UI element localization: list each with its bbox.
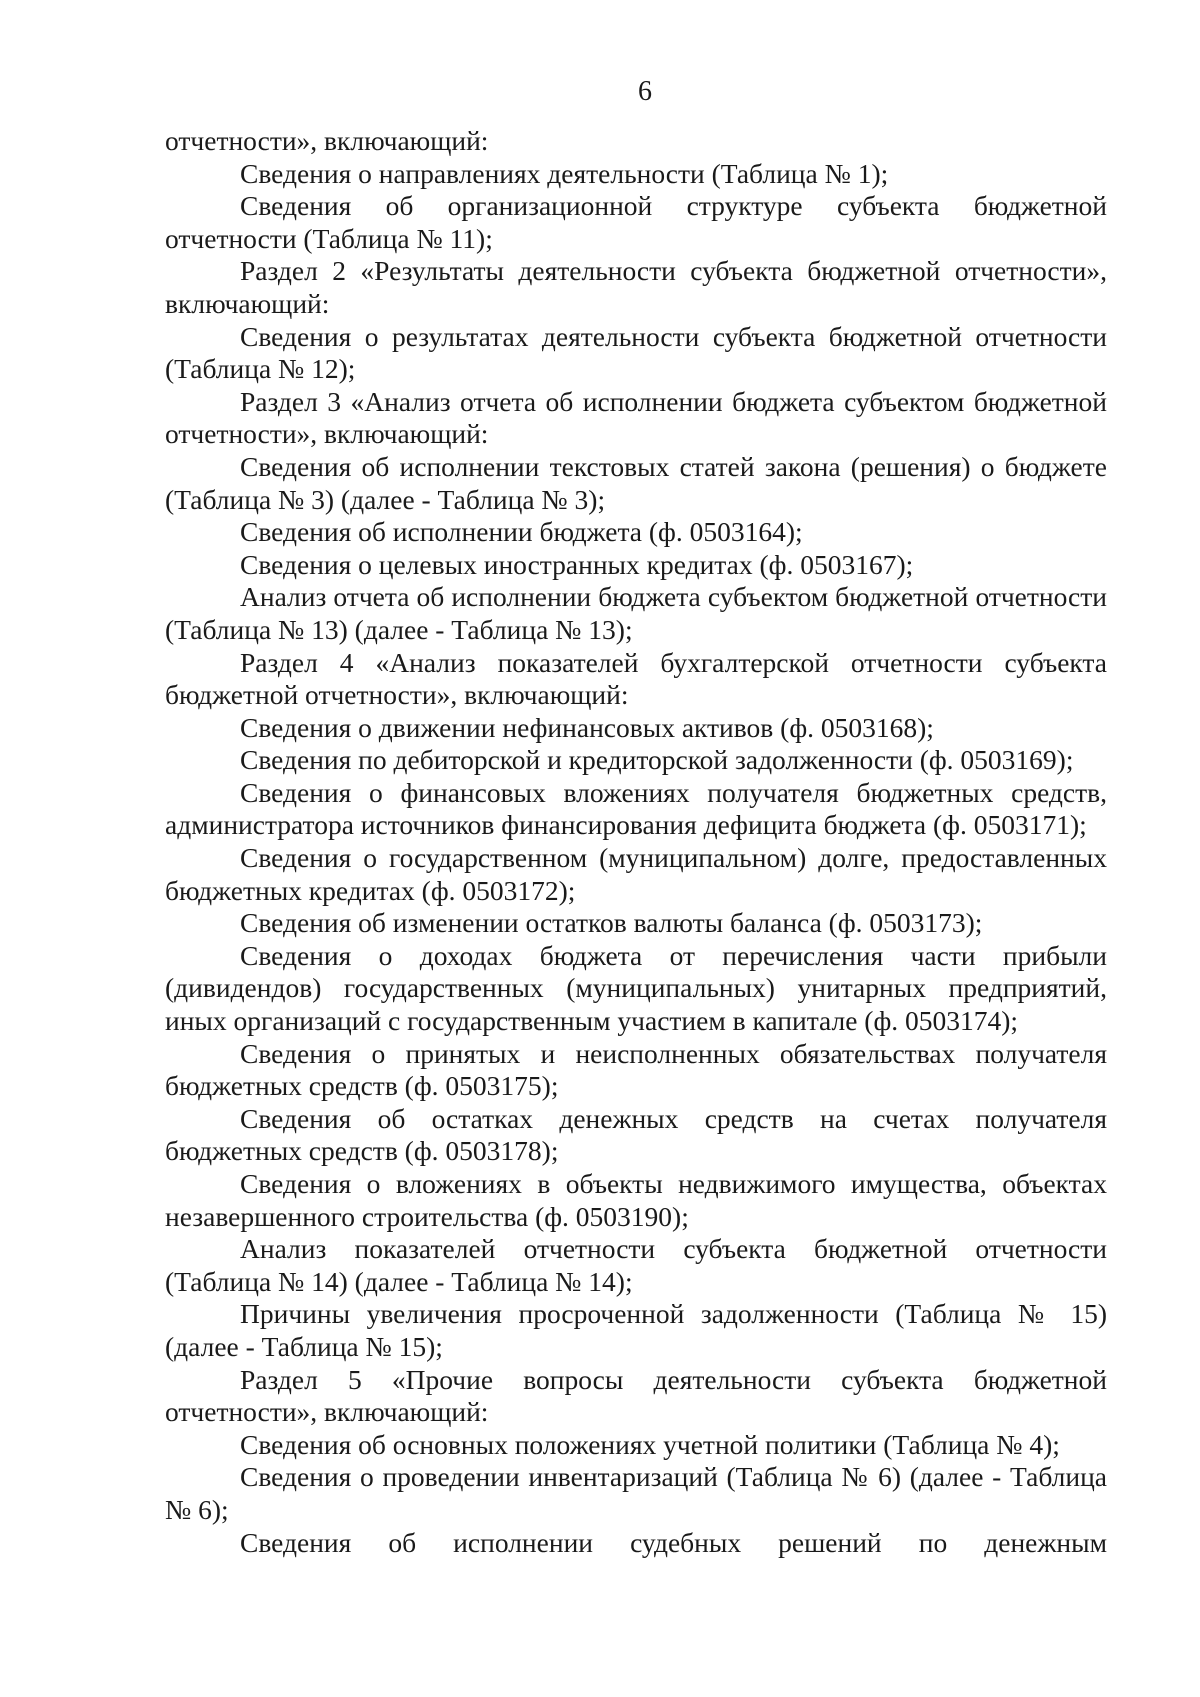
paragraph: Сведения об исполнении бюджета (ф. 0503164); (240, 516, 803, 548)
paragraph: Сведения о проведении инвентаризаций (Таблица № 6) (далее - Таблица № 6); (165, 1461, 1107, 1525)
paragraph: Сведения о финансовых вложениях получателя бюджетных средств, администратора источников финансирования дефицита бюджета (ф. 0503171); (165, 776, 1107, 841)
paragraph: Сведения о движении нефинансовых активов (ф. 0503168); (240, 711, 934, 743)
paragraph: Сведения об организационной структуре субъекта бюджетной отчетности (Таблица № 11); (165, 190, 1107, 254)
paragraph: Анализ показателей отчетности субъекта бюджетной отчетности (Таблица № 14) (далее - Таблица № 14); (165, 1233, 1107, 1297)
paragraph: Сведения о целевых иностранных кредитах (ф. 0503167); (240, 548, 914, 580)
paragraph: Сведения о направлениях деятельности (Таблица № 1); (240, 157, 889, 189)
paragraph: Сведения о вложениях в объекты недвижимого имущества, объектах незавершенного строительства (ф. 0503190); (165, 1168, 1107, 1232)
paragraph: Сведения о принятых и неисполненных обязательствах получателя бюджетных средств (ф. 0503175); (165, 1037, 1107, 1102)
paragraph: Сведения об исполнении судебных решений по денежным (240, 1526, 1107, 1558)
paragraph: Раздел 4 «Анализ показателей бухгалтерской отчетности субъекта бюджетной отчетности», включающий: (165, 646, 1107, 711)
paragraph: Сведения об основных положениях учетной политики (Таблица № 4); (240, 1428, 1060, 1460)
paragraph: Раздел 5 «Прочие вопросы деятельности субъекта бюджетной отчетности», включающий: (165, 1363, 1107, 1428)
paragraph: Сведения об исполнении текстовых статей закона (решения) о бюджете (Таблица № 3) (далее - Таблица № 3); (165, 450, 1107, 515)
paragraph: Раздел 2 «Результаты деятельности субъекта бюджетной отчетности», включающий: (165, 255, 1107, 319)
paragraph: Сведения о результатах деятельности субъекта бюджетной отчетности (Таблица № 12); (165, 320, 1107, 385)
paragraph: Сведения о доходах бюджета от перечисления части прибыли (дивидендов) государственных (муниципальных) унитарных предприятий, иных организаций с государственным участием в капитале (ф. 0503174); (165, 939, 1107, 1037)
paragraph: Анализ отчета об исполнении бюджета субъектом бюджетной отчетности (Таблица № 13) (далее - Таблица № 13); (165, 581, 1107, 645)
paragraph: отчетности», включающий: (165, 125, 489, 156)
paragraph: Сведения о государственном (муниципальном) долге, предоставленных бюджетных кредитах (ф. 0503172); (165, 842, 1107, 906)
paragraph: Сведения по дебиторской и кредиторской задолженности (ф. 0503169); (240, 744, 1074, 776)
paragraph: Сведения об остатках денежных средств на счетах получателя бюджетных средств (ф. 0503178); (165, 1102, 1107, 1167)
paragraph: Сведения об изменении остатков валюты баланса (ф. 0503173); (240, 907, 983, 939)
paragraph: Раздел 3 «Анализ отчета об исполнении бюджета субъектом бюджетной отчетности», включающий: (165, 385, 1107, 450)
page-number: 6 (638, 76, 652, 107)
document-body (165, 125, 1107, 1559)
paragraph: Причины увеличения просроченной задолженности (Таблица № 15) (далее - Таблица № 15); (165, 1298, 1107, 1362)
